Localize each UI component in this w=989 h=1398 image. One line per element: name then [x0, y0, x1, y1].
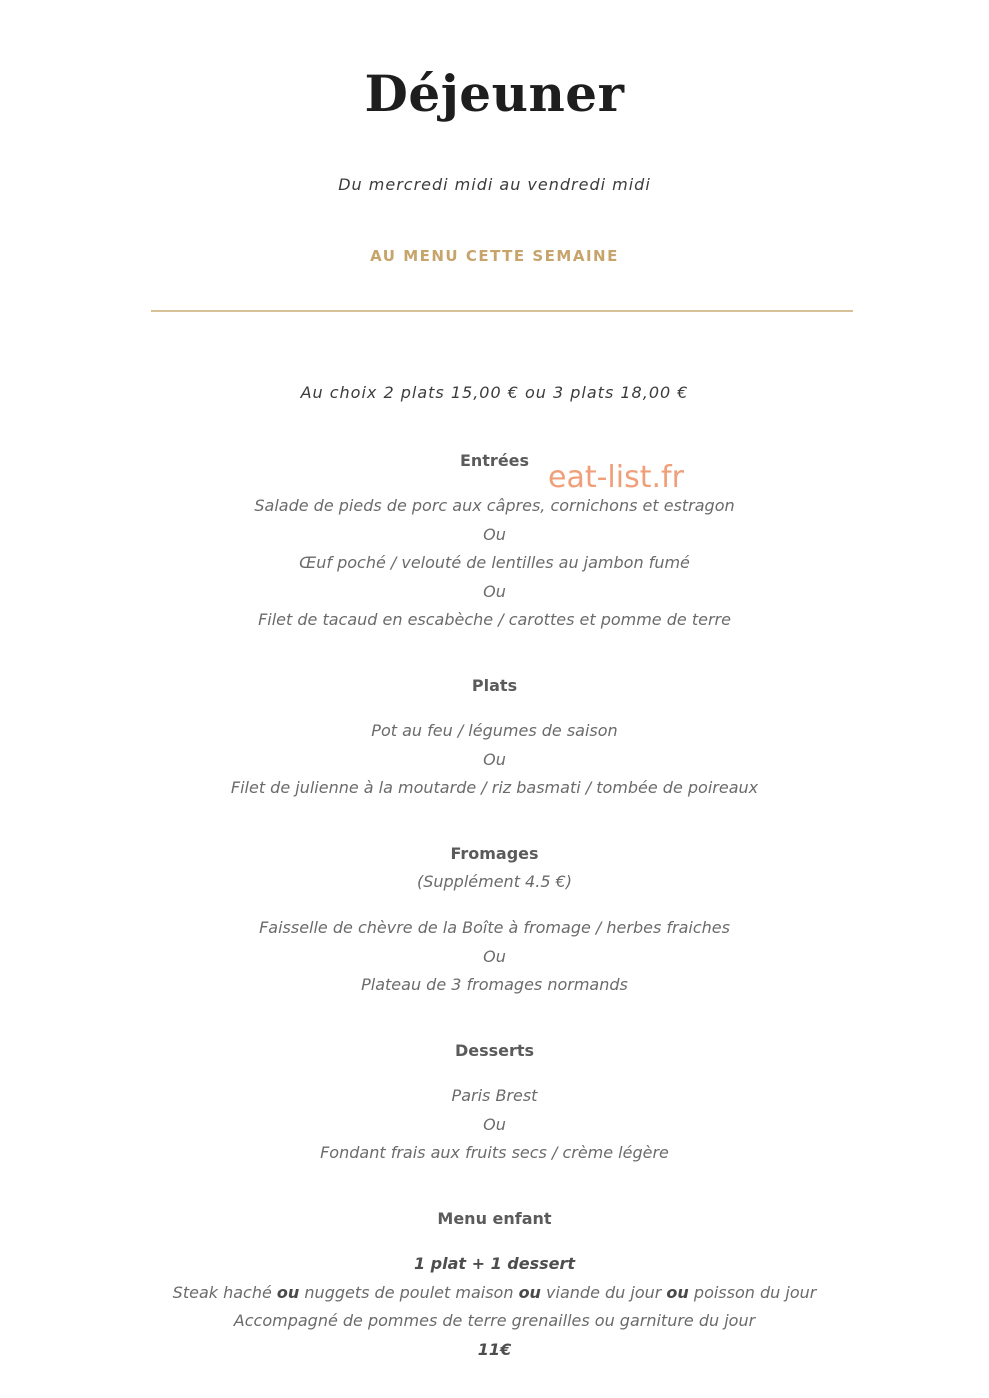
enfant-options	[0, 1282, 989, 1304]
enfant-sep-2: ou	[518, 1283, 541, 1302]
price-line: Au choix 2 plats 15,00 € ou 3 plats 18,00 €	[300, 383, 689, 402]
enfant-option-2: nuggets de poulet maison	[304, 1283, 514, 1302]
dessert-item-1: Paris Brest	[451, 1086, 538, 1105]
entree-item-1: Salade de pieds de porc aux câpres, cornichons et estragon	[254, 496, 735, 515]
enfant-option-4: poisson du jour	[693, 1283, 817, 1302]
entree-item-3: Filet de tacaud en escabèche / carottes et pomme de terre	[258, 610, 731, 629]
fromage-item-1: Faisselle de chèvre de la Boîte à fromage / herbes fraiches	[259, 918, 730, 937]
plat-item-1: Pot au feu / légumes de saison	[371, 721, 618, 740]
enfant-side: Accompagné de pommes de terre grenailles ou garniture du jour	[233, 1311, 756, 1330]
entree-or-2: Ou	[483, 582, 506, 601]
fromage-or-1: Ou	[483, 947, 506, 966]
section-kicker: AU MENU CETTE SEMAINE	[370, 247, 619, 265]
entree-item-2: Œuf poché / velouté de lentilles au jambon fumé	[299, 553, 690, 572]
desserts-heading: Desserts	[454, 1041, 535, 1060]
plat-item-2: Filet de julienne à la moutarde / riz basmati / tombée de poireaux	[230, 778, 759, 797]
fromages-supplement: (Supplément 4.5 €)	[416, 872, 573, 891]
fromage-item-2: Plateau de 3 fromages normands	[361, 975, 628, 994]
gold-divider	[151, 310, 853, 312]
dessert-item-2: Fondant frais aux fruits secs / crème légère	[320, 1143, 669, 1162]
plat-or-1: Ou	[483, 750, 506, 769]
enfant-heading: Menu enfant	[437, 1209, 552, 1228]
watermark-text: eat-list.fr	[548, 460, 684, 495]
dessert-or-1: Ou	[483, 1115, 506, 1134]
entree-or-1: Ou	[483, 525, 506, 544]
entrees-heading: Entrées	[459, 451, 530, 470]
enfant-option-3: viande du jour	[546, 1283, 662, 1302]
enfant-formula: 1 plat + 1 dessert	[413, 1254, 576, 1273]
enfant-price: 11€	[477, 1340, 512, 1359]
enfant-option-1: Steak haché	[172, 1283, 272, 1302]
service-days: Du mercredi midi au vendredi midi	[338, 175, 651, 194]
enfant-sep-1: ou	[276, 1283, 300, 1302]
fromages-heading: Fromages	[450, 844, 539, 863]
enfant-sep-3: ou	[666, 1283, 689, 1302]
plats-heading: Plats	[471, 676, 518, 695]
page-title: Déjeuner	[364, 64, 625, 123]
